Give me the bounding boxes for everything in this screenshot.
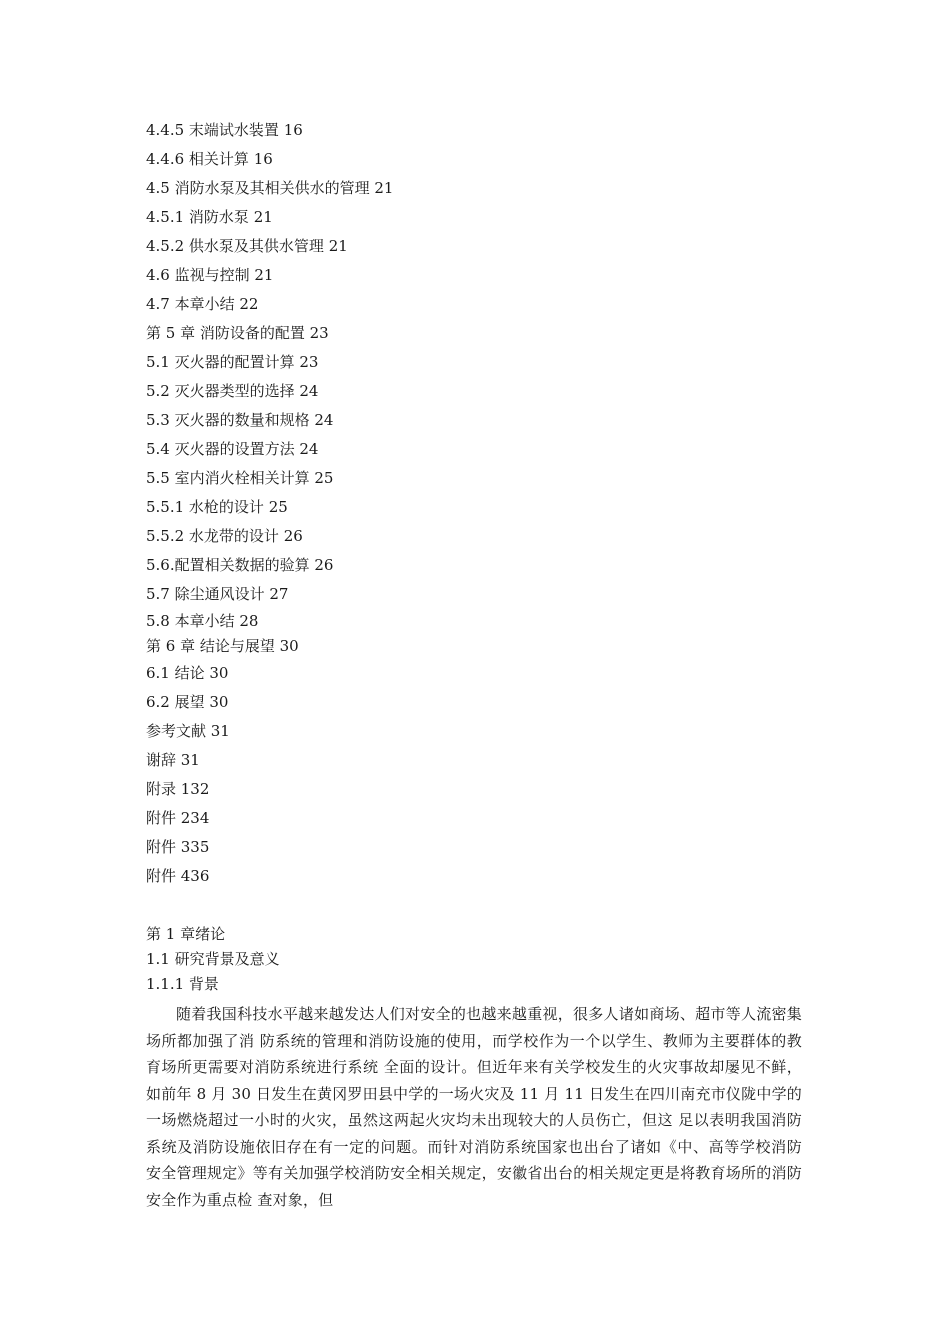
toc-entry: 5.7 除尘通风设计 27 [146,585,289,603]
toc-entry: 5.3 灭火器的数量和规格 24 [146,411,334,429]
toc-entry: 附件 234 [146,809,210,827]
toc-entry: 5.4 灭火器的设置方法 24 [146,440,319,458]
toc-entry: 4.7 本章小结 22 [146,295,259,313]
toc-entry: 4.5.1 消防水泵 21 [146,208,273,226]
chapter-heading: 第 1 章绪论 [146,925,226,943]
toc-entry: 4.4.6 相关计算 16 [146,150,273,168]
body-paragraph: 随着我国科技水平越来越发达人们对安全的也越来越重视，很多人诸如商场、超市等人流密集场所都加强了消 防系统的管理和消防设施的使用，而学校作为一个以学生、教师为主要群体的教育场所更需要对消防系统进行系统 全面的设计。但近年来有关学校发生的火灾事故却屡见不鲜，如前年 8 月 30 日发生在黄冈罗田县中学的一场火灾及 11 月 11 日发生在四川南充市仪陇中学的一场燃烧超过一小时的火灾，虽然这两起火灾均未出现较大的人员伤亡，但这 足以表明我国消防系统及消防设施依旧存在有一定的问题。而针对消防系统国家也出台了诸如《中、高等学校消防 安全管理规定》等有关加强学校消防安全相关规定，安徽省出台的相关规定更是将教育场所的消防安全作为重点检 查对象，但 [146,1005,802,1209]
toc-entry: 4.4.5 末端试水装置 16 [146,121,303,139]
toc-entry: 附录 132 [146,780,210,798]
toc-entry: 5.5 室内消火栓相关计算 25 [146,469,334,487]
toc-entry: 6.2 展望 30 [146,693,229,711]
toc-entry: 4.5 消防水泵及其相关供水的管理 21 [146,179,394,197]
toc-entry: 附件 335 [146,838,210,856]
toc-entry: 5.8 本章小结 28 [146,612,259,630]
toc-entry: 4.6 监视与控制 21 [146,266,274,284]
toc-entry: 参考文献 31 [146,722,230,740]
toc-entry: 5.5.1 水枪的设计 25 [146,498,288,516]
chapter-body [146,922,806,1213]
toc-entry: 6.1 结论 30 [146,664,229,682]
toc-entry: 5.1 灭火器的配置计算 23 [146,353,319,371]
toc-entry: 5.6.配置相关数据的验算 26 [146,556,334,574]
toc-entry: 5.2 灭火器类型的选择 24 [146,382,319,400]
subsection-heading: 1.1.1 背景 [146,975,219,993]
toc-entry-chapter: 第 6 章 结论与展望 30 [146,637,299,655]
toc-entry: 5.5.2 水龙带的设计 26 [146,527,303,545]
section-heading: 1.1 研究背景及意义 [146,950,280,968]
toc-entry-chapter: 第 5 章 消防设备的配置 23 [146,324,329,342]
toc-entry: 附件 436 [146,867,210,885]
toc-entry: 4.5.2 供水泵及其供水管理 21 [146,237,348,255]
toc-entry: 谢辞 31 [146,751,200,769]
table-of-contents [146,116,846,891]
